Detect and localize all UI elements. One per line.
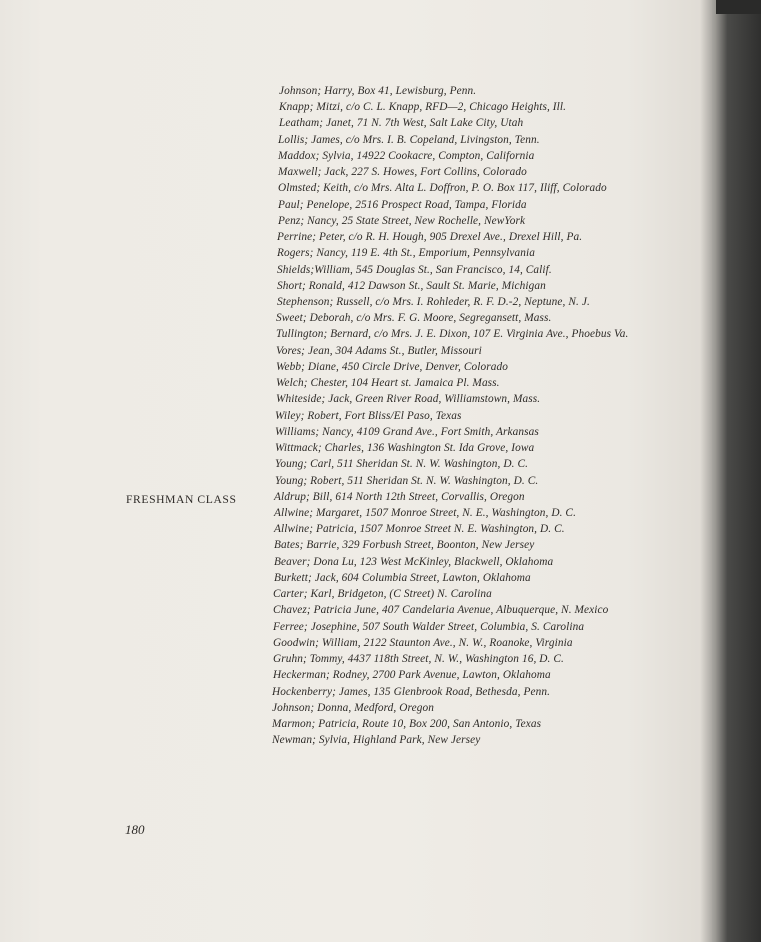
list-item: Bates; Barrie, 329 Forbush Street, Boonton, New Jersey xyxy=(274,539,535,552)
list-item: Short; Ronald, 412 Dawson St., Sault St. Marie, Michigan xyxy=(277,279,546,292)
list-item: Burkett; Jack, 604 Columbia Street, Lawton, Oklahoma xyxy=(274,571,531,584)
list-item: Ferree; Josephine, 507 South Walder Street, Columbia, S. Carolina xyxy=(273,620,585,633)
list-item: Williams; Nancy, 4109 Grand Ave., Fort Smith, Arkansas xyxy=(275,425,539,438)
list-item: Webb; Diane, 450 Circle Drive, Denver, Colorado xyxy=(276,360,508,373)
binding-shadow xyxy=(700,0,761,942)
page-number: 180 xyxy=(125,822,145,837)
list-item: Wiley; Robert, Fort Bliss/El Paso, Texas xyxy=(275,409,462,422)
list-item: Shields;William, 545 Douglas St., San Francisco, 14, Calif. xyxy=(277,263,552,276)
list-item: Maxwell; Jack, 227 S. Howes, Fort Collins, Colorado xyxy=(278,166,527,179)
list-item: Allwine; Margaret, 1507 Monroe Street, N. E., Washington, D. C. xyxy=(274,506,576,519)
list-item: Olmsted; Keith, c/o Mrs. Alta L. Doffron, P. O. Box 117, Iliff, Colorado xyxy=(278,182,607,195)
list-item: Johnson; Donna, Medford, Oregon xyxy=(272,701,434,714)
list-item: Chavez; Patricia June, 407 Candelaria Avenue, Albuquerque, N. Mexico xyxy=(273,604,609,617)
list-item: Knapp; Mitzi, c/o C. L. Knapp, RFD—2, Chicago Heights, Ill. xyxy=(279,101,567,114)
list-item: Rogers; Nancy, 119 E. 4th St., Emporium, Pennsylvania xyxy=(277,247,535,260)
list-item: Penz; Nancy, 25 State Street, New Rochelle, NewYork xyxy=(278,214,526,227)
list-item: Welch; Chester, 104 Heart st. Jamaica Pl. Mass. xyxy=(276,377,500,390)
list-item: Tullington; Bernard, c/o Mrs. J. E. Dixon, 107 E. Virginia Ave., Phoebus Va. xyxy=(276,328,629,341)
list-item: Whiteside; Jack, Green River Road, Williamstown, Mass. xyxy=(276,393,541,406)
section-label: FRESHMAN CLASS xyxy=(126,493,237,506)
list-item: Perrine; Peter, c/o R. H. Hough, 905 Drexel Ave., Drexel Hill, Pa. xyxy=(277,231,583,244)
list-item: Lollis; James, c/o Mrs. I. B. Copeland, Livingston, Tenn. xyxy=(278,133,540,146)
list-item: Vores; Jean, 304 Adams St., Butler, Missouri xyxy=(276,344,482,357)
list-item: Aldrup; Bill, 614 North 12th Street, Corvallis, Oregon xyxy=(274,490,525,503)
list-item: Paul; Penelope, 2516 Prospect Road, Tampa, Florida xyxy=(278,198,527,211)
list-item: Gruhn; Tommy, 4437 118th Street, N. W., Washington 16, D. C. xyxy=(273,653,564,666)
list-item: Maddox; Sylvia, 14922 Cookacre, Compton, California xyxy=(278,149,535,162)
list-item: Young; Carl, 511 Sheridan St. N. W. Washington, D. C. xyxy=(275,458,529,471)
list-item: Carter; Karl, Bridgeton, (C Street) N. Carolina xyxy=(273,588,492,601)
list-item: Young; Robert, 511 Sheridan St. N. W. Washington, D. C. xyxy=(275,474,539,487)
list-item: Heckerman; Rodney, 2700 Park Avenue, Lawton, Oklahoma xyxy=(273,669,551,682)
list-item: Hockenberry; James, 135 Glenbrook Road, Bethesda, Penn. xyxy=(272,685,551,698)
list-item: Beaver; Dona Lu, 123 West McKinley, Blackwell, Oklahoma xyxy=(274,555,554,568)
scan-background-corner xyxy=(716,0,761,14)
list-item: Leatham; Janet, 71 N. 7th West, Salt Lake City, Utah xyxy=(279,117,524,130)
list-item: Goodwin; William, 2122 Staunton Ave., N. W., Roanoke, Virginia xyxy=(273,636,573,649)
list-item: Johnson; Harry, Box 41, Lewisburg, Penn. xyxy=(279,85,477,97)
list-item: Marmon; Patricia, Route 10, Box 200, San Antonio, Texas xyxy=(272,717,542,730)
list-item: Sweet; Deborah, c/o Mrs. F. G. Moore, Segregansett, Mass. xyxy=(276,312,552,325)
list-item: Stephenson; Russell, c/o Mrs. I. Rohleder, R. F. D.-2, Neptune, N. J. xyxy=(277,295,590,308)
list-item: Allwine; Patricia, 1507 Monroe Street N. E. Washington, D. C. xyxy=(274,523,565,536)
list-item: Wittmack; Charles, 136 Washington St. Ida Grove, Iowa xyxy=(275,442,535,455)
list-item: Newman; Sylvia, Highland Park, New Jersey xyxy=(272,734,481,747)
